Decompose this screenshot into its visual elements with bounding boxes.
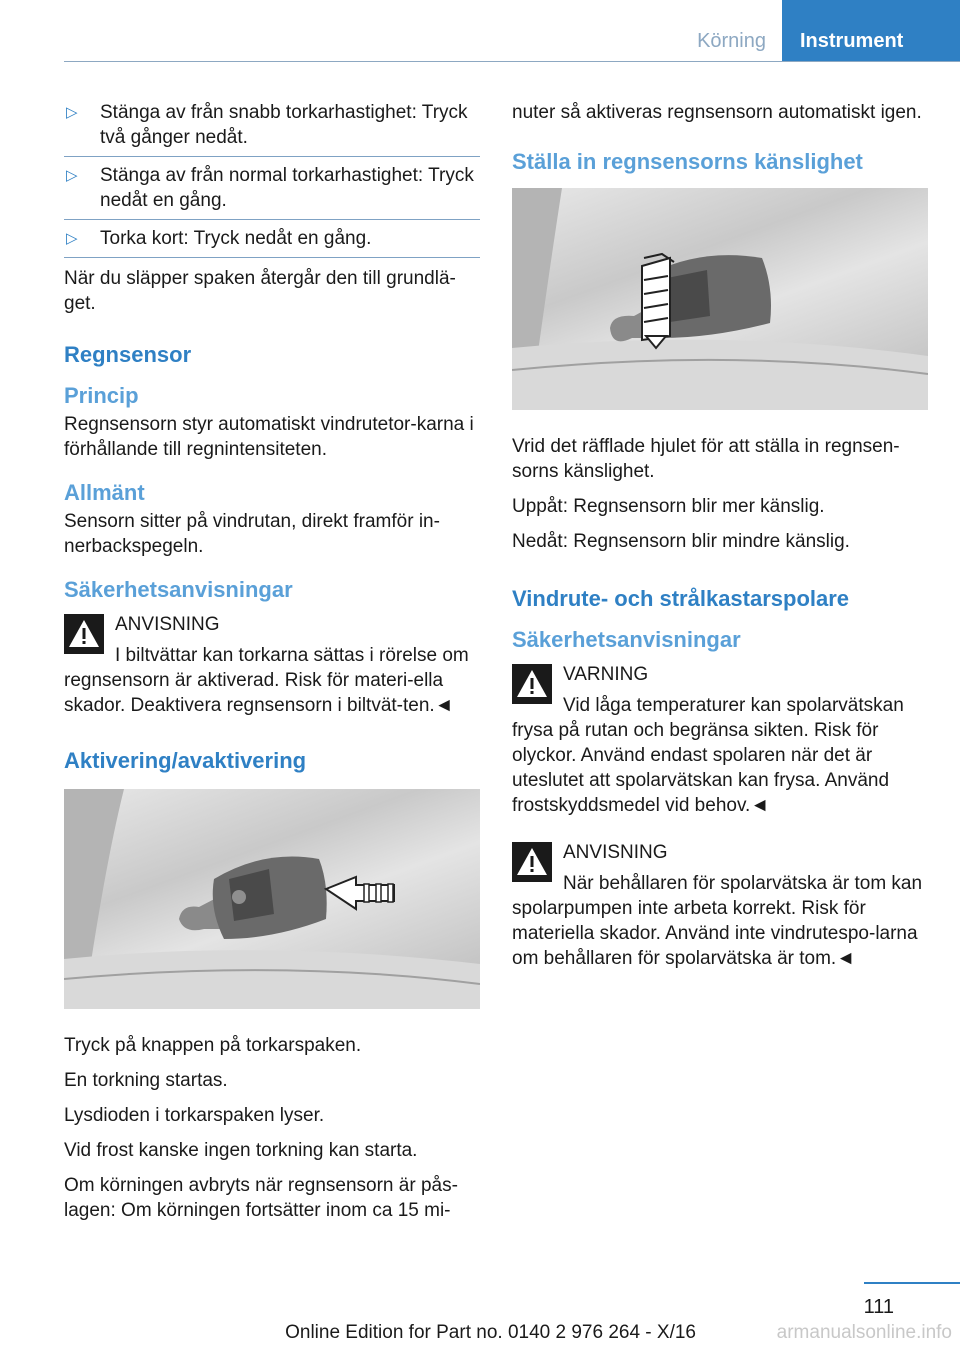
rain-sensor-heading: Regnsensor <box>64 342 192 367</box>
header-divider <box>64 61 960 62</box>
notice-block <box>64 612 480 718</box>
footer-divider <box>864 1282 960 1284</box>
wiper-stalk-button-illustration <box>64 789 480 1009</box>
release-text: När du släpper spaken återgår den till grundlä-get. <box>64 268 456 314</box>
activation-line: Vid frost kanske ingen torkning kan starta. <box>64 1140 418 1161</box>
sensitivity-line: Vrid det räfflade hjulet för att ställa in regnsen-sorns känslighet. <box>512 436 900 482</box>
washer-heading: Vindrute- och strålkastarspolare <box>512 586 850 611</box>
warning-triangle-icon <box>64 614 104 654</box>
continuation-text: nuter så aktiveras regnsensorn automatiskt igen. <box>512 102 922 123</box>
chapter-tab: Instrument <box>782 0 960 62</box>
sensitivity-line: Nedåt: Regnsensorn blir mindre känslig. <box>512 531 850 552</box>
warning-block <box>512 662 928 818</box>
page-header <box>681 0 960 62</box>
triangle-bullet-icon: ▷ <box>66 230 78 247</box>
notice-label: ANVISNING <box>563 842 668 863</box>
warning-triangle-icon <box>512 842 552 882</box>
activation-line: Lysdioden i torkarspaken lyser. <box>64 1105 325 1126</box>
activation-heading: Aktivering/avaktivering <box>64 748 307 773</box>
warning-triangle-icon <box>512 664 552 704</box>
notice-text: När behållaren för spolarvätska är tom kan spolarpumpen inte arbeta korrekt. Risk för materiella skador. Använd inte vindrutespo-larna om behållaren för spolarvätska är tom.◄ <box>512 873 923 969</box>
safety-heading: Säkerhetsanvisningar <box>512 627 741 652</box>
activation-line: Tryck på knappen på torkarspaken. <box>64 1035 362 1056</box>
activation-line: Om körningen avbryts när regnsensorn är pås-lagen: Om körningen fortsätter inom ca 15 mi- <box>64 1175 458 1221</box>
triangle-bullet-icon: ▷ <box>66 104 78 121</box>
notice-block <box>512 840 928 971</box>
principle-heading: Princip <box>64 383 139 408</box>
right-column <box>512 100 928 981</box>
page-number: 111 <box>863 1296 894 1318</box>
notice-label: ANVISNING <box>115 614 220 635</box>
general-text: Sensorn sitter på vindrutan, direkt framför in-nerbackspegeln. <box>64 511 440 557</box>
triangle-bullet-icon: ▷ <box>66 167 78 184</box>
sensitivity-line: Uppåt: Regnsensorn blir mer känslig. <box>512 496 825 517</box>
edition-text: Online Edition for Part no. 0140 2 976 264 - X/16 <box>285 1322 696 1343</box>
watermark-text: armanualsonline.info <box>776 1322 952 1343</box>
list-item: ▷ Torka kort: Tryck nedåt en gång. <box>64 220 480 258</box>
warning-text: Vid låga temperaturer kan spolarvätskan frysa på rutan och begränsa sikten. Risk för olyckor. Använd endast spolaren när det är uteslutet att spolarvätskan kan frysa. Använd frostskyddsmedel vid behov.◄ <box>512 695 904 816</box>
list-item: ▷ Stänga av från normal torkarhastighet: Tryck nedåt en gång. <box>64 157 480 220</box>
sensitivity-heading: Ställa in regnsensorns känslighet <box>512 149 863 174</box>
page-footer <box>0 1282 960 1362</box>
warning-label: VARNING <box>563 664 649 685</box>
left-column <box>64 100 480 1233</box>
general-heading: Allmänt <box>64 480 145 505</box>
section-tab: Körning <box>697 30 766 52</box>
activation-line: En torkning startas. <box>64 1070 228 1091</box>
list-item: ▷ Stänga av från snabb torkarhastighet: Tryck två gånger nedåt. <box>64 100 480 157</box>
principle-text: Regnsensorn styr automatiskt vindrutetor-karna i förhållande till regnintensiteten. <box>64 414 474 460</box>
safety-heading: Säkerhetsanvisningar <box>64 577 293 602</box>
sensitivity-wheel-illustration <box>512 188 928 410</box>
notice-text: I biltvättar kan torkarna sättas i rörelse om regnsensorn är aktiverad. Risk för materi-ella skador. Deaktivera regnsensorn i biltvät-ten.◄ <box>64 645 469 716</box>
